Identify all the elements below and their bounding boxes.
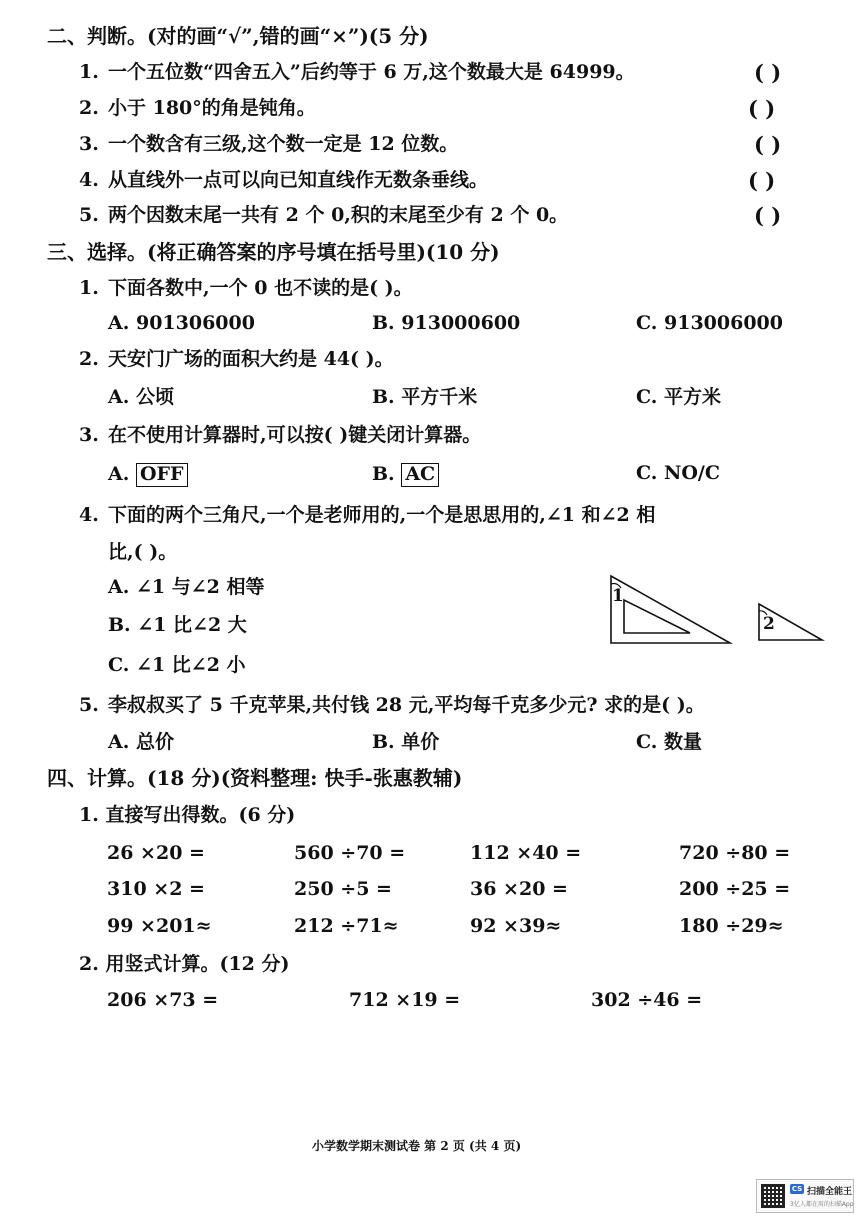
choice-q3-option-a[interactable] <box>108 463 188 487</box>
judge-item-5-answer-blank[interactable]: ( ) <box>754 203 782 228</box>
choice-q3-option-b-prefix: B. <box>372 463 395 485</box>
judge-item-3-text: 一个数含有三级,这个数一定是 12 位数。 <box>108 133 459 155</box>
set-square-triangles-figure <box>600 570 830 650</box>
angle-2-label: 2 <box>763 614 775 634</box>
choice-q5-option-a[interactable]: A. 总价 <box>108 731 174 753</box>
mental-calc-cell: 212 ÷71≈ <box>294 915 399 937</box>
choice-q1-text: 下面各数中,一个 0 也不读的是( )。 <box>108 277 413 299</box>
judge-item-2-answer-blank[interactable]: ( ) <box>748 96 776 121</box>
mental-calc-cell: 26 ×20 = <box>107 842 205 864</box>
mental-calc-cell: 310 ×2 = <box>107 878 205 900</box>
mental-calc-cell: 99 ×201≈ <box>107 915 212 937</box>
judge-item-4-answer-blank[interactable]: ( ) <box>748 168 776 193</box>
choice-q5-option-b[interactable]: B. 单价 <box>372 731 440 753</box>
scanner-app-tagline: 3亿人都在用的扫描App <box>790 1201 854 1208</box>
teacher-set-square-icon <box>611 576 730 643</box>
choice-q2-text: 天安门广场的面积大约是 44( )。 <box>108 348 394 370</box>
mental-calc-cell: 720 ÷80 = <box>679 842 791 864</box>
qr-code-icon <box>761 1184 785 1208</box>
choice-q3-option-c[interactable]: C. NO/C <box>636 462 720 484</box>
choice-q5-option-c[interactable]: C. 数量 <box>636 731 703 753</box>
scanner-app-name: 扫描全能王 <box>807 1187 853 1197</box>
section-2-title: 二、判断。(对的画“√”,错的画“×”)(5 分) <box>47 24 429 48</box>
ac-key-icon: AC <box>401 463 439 487</box>
angle-1-label: 1 <box>612 586 624 606</box>
choice-q3-text: 在不使用计算器时,可以按( )键关闭计算器。 <box>108 424 482 446</box>
mental-calc-cell: 92 ×39≈ <box>470 915 562 937</box>
choice-q5-text: 李叔叔买了 5 千克苹果,共付钱 28 元,平均每千克多少元? 求的是( )。 <box>108 694 705 716</box>
camscanner-logo-icon: CS <box>791 1185 803 1193</box>
judge-item-5-number: 5. <box>79 204 99 226</box>
judge-item-5-text: 两个因数末尾一共有 2 个 0,积的末尾至少有 2 个 0。 <box>108 204 569 226</box>
page-footer: 小学数学期末测试卷 第 2 页 (共 4 页) <box>312 1139 522 1153</box>
choice-q3-option-a-prefix: A. <box>108 463 130 485</box>
judge-item-1-text: 一个五位数“四舍五入”后约等于 6 万,这个数最大是 64999。 <box>108 61 635 83</box>
off-key-icon: OFF <box>136 463 188 487</box>
calc-part-2-title: 2. 用竖式计算。(12 分) <box>79 953 290 975</box>
choice-q4-option-c[interactable]: C. ∠1 比∠2 小 <box>108 654 246 676</box>
choice-q1-number: 1. <box>79 277 99 299</box>
calc-part-1-title: 1. 直接写出得数。(6 分) <box>79 804 296 826</box>
choice-q2-option-c[interactable]: C. 平方米 <box>636 386 722 408</box>
judge-item-2-number: 2. <box>79 97 99 119</box>
judge-item-1-answer-blank[interactable]: ( ) <box>754 60 782 85</box>
choice-q5-number: 5. <box>79 694 99 716</box>
vertical-calc-item: 302 ÷46 = <box>591 989 703 1011</box>
mental-calc-cell: 560 ÷70 = <box>294 842 406 864</box>
mental-calc-cell: 250 ÷5 = <box>294 878 392 900</box>
choice-q1-option-c[interactable]: C. 913006000 <box>636 312 783 334</box>
choice-q3-number: 3. <box>79 424 99 446</box>
vertical-calc-item: 206 ×73 = <box>107 989 219 1011</box>
section-4-title: 四、计算。(18 分)(资料整理: 快手-张惠教辅) <box>47 766 463 790</box>
judge-item-1-number: 1. <box>79 61 99 83</box>
choice-q4-option-b[interactable]: B. ∠1 比∠2 大 <box>108 614 247 636</box>
judge-item-2-text: 小于 180°的角是钝角。 <box>108 97 316 119</box>
choice-q2-option-a[interactable]: A. 公顷 <box>108 386 174 408</box>
choice-q4-text-line-2: 比,( )。 <box>108 541 178 563</box>
mental-calc-cell: 112 ×40 = <box>470 842 582 864</box>
judge-item-3-answer-blank[interactable]: ( ) <box>754 132 782 157</box>
judge-item-4-number: 4. <box>79 169 99 191</box>
vertical-calc-item: 712 ×19 = <box>349 989 461 1011</box>
choice-q4-option-a[interactable]: A. ∠1 与∠2 相等 <box>108 576 265 598</box>
choice-q2-number: 2. <box>79 348 99 370</box>
judge-item-4-text: 从直线外一点可以向已知直线作无数条垂线。 <box>108 169 489 191</box>
choice-q1-option-b[interactable]: B. 913000600 <box>372 312 521 334</box>
choice-q1-option-a[interactable]: A. 901306000 <box>108 312 255 334</box>
section-3-title: 三、选择。(将正确答案的序号填在括号里)(10 分) <box>47 240 500 264</box>
mental-calc-cell: 36 ×20 = <box>470 878 568 900</box>
judge-item-3-number: 3. <box>79 133 99 155</box>
mental-calc-cell: 180 ÷29≈ <box>679 915 784 937</box>
choice-q4-text-line-1: 下面的两个三角尺,一个是老师用的,一个是思思用的,∠1 和∠2 相 <box>108 504 656 526</box>
choice-q3-option-b[interactable] <box>372 463 439 487</box>
choice-q2-option-b[interactable]: B. 平方千米 <box>372 386 478 408</box>
mental-calc-cell: 200 ÷25 = <box>679 878 791 900</box>
choice-q4-number: 4. <box>79 504 99 526</box>
